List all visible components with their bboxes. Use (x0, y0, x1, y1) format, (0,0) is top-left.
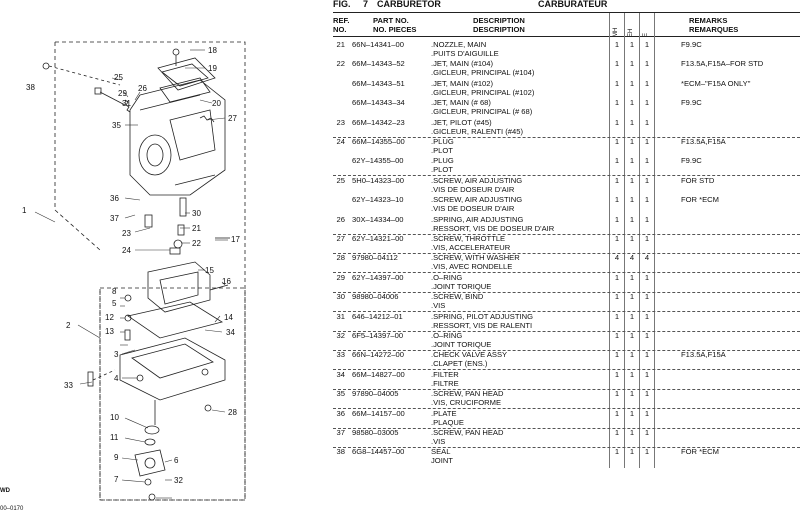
qty-mh-cell: 1 (614, 369, 620, 379)
table-row (333, 447, 800, 466)
remarks-cell: *ECM–"F15A ONLY" (681, 78, 751, 88)
seal-38 (43, 63, 49, 69)
part-number-cell: 62Y–14321–00 (352, 234, 404, 243)
callout-34: 34 (226, 328, 235, 337)
description-en-cell: .JET, MAIN (#102) (431, 78, 494, 88)
ref-cell: 35 (336, 389, 345, 399)
callout-24: 24 (122, 246, 131, 255)
description-fr-cell: .GICLEUR, PRINCIPAL (# 68) (431, 107, 533, 117)
ref-cell: 24 (336, 137, 345, 146)
qty-eh-cell: 1 (629, 59, 635, 69)
ref-cell: 27 (336, 234, 345, 243)
table-row (333, 215, 800, 234)
qty-eh-cell: 1 (629, 369, 635, 379)
float (148, 262, 228, 312)
table-row (333, 292, 800, 311)
description-en-cell: .PLUG (431, 137, 454, 146)
callout-35: 35 (112, 121, 121, 130)
ref-cell: 28 (336, 253, 345, 263)
qty-eh-cell: 4 (629, 253, 635, 263)
callout-38: 38 (26, 83, 35, 92)
qty-mh-cell: 1 (614, 175, 620, 185)
qty-e-cell: 1 (644, 98, 650, 108)
part-number-cell: 66M–14343–52 (352, 59, 405, 69)
qty-eh-cell: 1 (629, 78, 635, 88)
qty-eh-cell: 1 (629, 311, 635, 321)
qty-e-cell: 1 (644, 292, 650, 302)
callout-10: 10 (110, 413, 119, 422)
table-row (333, 409, 800, 428)
part-number-cell: 66M–14355–00 (352, 137, 405, 146)
parts-table (333, 0, 800, 512)
qty-e-cell: 1 (644, 428, 650, 437)
callout-4: 4 (114, 374, 119, 383)
description-fr-cell: .RESSORT, VIS DE DOSEUR D'AIR (431, 223, 555, 233)
qty-mh-cell: 1 (614, 311, 620, 321)
description-en-cell: .SCREW, BIND (431, 292, 484, 302)
qty-mh-cell: 1 (614, 428, 620, 437)
qty-eh-cell: 1 (629, 389, 635, 399)
col-q1: MH (613, 27, 619, 37)
col-desc-1: DESCRIPTION (473, 16, 525, 25)
qty-e-cell: 1 (644, 195, 650, 205)
part-number-cell: 62Y–14323–10 (352, 195, 404, 205)
part-number-cell: 97890–04005 (352, 389, 399, 399)
description-en-cell: .PLATE (431, 408, 457, 418)
callout-7: 7 (114, 475, 119, 484)
col-q3: E (643, 32, 649, 37)
table-row (333, 273, 800, 292)
col-q2: EH (628, 28, 634, 37)
col-remarks-2: REMARQUES (689, 25, 739, 34)
qty-mh-cell: 1 (614, 137, 620, 146)
qty-eh-cell: 1 (629, 98, 635, 108)
table-row (333, 253, 800, 272)
callout-20: 20 (212, 99, 221, 108)
qty-e-cell: 1 (644, 331, 650, 340)
table-row (333, 98, 800, 117)
table-row (333, 176, 800, 195)
qty-eh-cell: 1 (629, 40, 635, 49)
col-part-1: PART NO. (373, 16, 409, 25)
description-fr-cell: .VIS DE DOSEUR D'AIR (431, 184, 515, 194)
callout-32: 32 (174, 476, 183, 485)
remarks-cell: F13.5A,F15A–FOR STD (681, 59, 764, 69)
title-fr: CARBURATEUR (538, 0, 608, 9)
qty-e-cell: 1 (644, 389, 650, 399)
callout-30: 30 (192, 209, 201, 218)
callout-12: 12 (105, 313, 114, 322)
col-ref-2: NO. (333, 25, 347, 34)
table-row (333, 137, 800, 156)
callout-13: 13 (105, 327, 114, 336)
description-fr-cell: .VIS, ACCELERATEUR (431, 243, 511, 252)
table-row (333, 350, 800, 369)
ref-cell: 23 (336, 117, 345, 127)
description-fr-cell: .PLOT (431, 146, 453, 155)
qty-e-cell: 1 (644, 117, 650, 127)
callout-31: 31 (122, 99, 131, 108)
description-fr-cell: .VIS, CRUCIFORME (431, 398, 502, 408)
corner-badge: WD (0, 488, 10, 494)
description-fr-cell: .PLAQUE (431, 417, 464, 427)
table-row (333, 156, 800, 175)
jets (145, 198, 230, 254)
ref-cell: 31 (336, 311, 345, 321)
table-row (333, 389, 800, 408)
description-fr-cell: .JOINT TORIQUE (431, 340, 492, 349)
ref-cell: 37 (336, 428, 345, 437)
description-en-cell: .O–RING (431, 331, 463, 340)
callout-6: 6 (174, 456, 179, 465)
qty-mh-cell: 1 (614, 78, 620, 88)
qty-mh-cell: 1 (614, 59, 620, 69)
ref-cell: 21 (336, 40, 345, 49)
part-number-cell: 97980–04112 (352, 253, 398, 263)
callout-25: 25 (114, 73, 123, 82)
description-en-cell: .SCREW, PAN HEAD (431, 389, 504, 399)
gasket (128, 302, 222, 338)
table-row (333, 195, 800, 214)
qty-e-cell: 1 (644, 156, 650, 166)
description-fr-cell: .PLOT (431, 165, 453, 175)
qty-eh-cell: 1 (629, 234, 635, 243)
qty-mh-cell: 1 (614, 350, 620, 360)
part-number-cell: 98980–04006 (352, 292, 399, 302)
part-number-cell: 66M–14343–34 (352, 98, 405, 108)
description-fr-cell: .CLAPET (ENS.) (431, 359, 488, 369)
col-ref-1: REF. (333, 16, 350, 25)
qty-mh-cell: 1 (614, 389, 620, 399)
callout-36: 36 (110, 194, 119, 203)
description-fr-cell: .PUITS D'AIGUILLE (431, 49, 499, 58)
description-fr-cell: .VIS (431, 437, 446, 446)
description-fr-cell: .GICLEUR, RALENTI (#45) (431, 126, 523, 136)
col-remarks-1: REMARKS (689, 16, 728, 25)
part-number-cell: 66M–14342–23 (352, 117, 405, 127)
qty-eh-cell: 1 (629, 195, 635, 205)
qty-e-cell: 1 (644, 350, 650, 360)
table-row (333, 312, 800, 331)
qty-eh-cell: 1 (629, 428, 635, 437)
part-number-cell: 5H0–14323–00 (352, 175, 404, 185)
qty-e-cell: 4 (644, 253, 650, 263)
qty-mh-cell: 1 (614, 195, 620, 205)
qty-e-cell: 1 (644, 59, 650, 69)
qty-eh-cell: 1 (629, 408, 635, 418)
qty-e-cell: 1 (644, 214, 650, 224)
description-en-cell: .JET, MAIN (# 68) (431, 98, 491, 108)
callout-21: 21 (192, 224, 201, 233)
callout-18: 18 (208, 46, 217, 55)
ref-cell: 34 (336, 369, 345, 379)
callout-5: 5 (112, 299, 117, 308)
qty-e-cell: 1 (644, 78, 650, 88)
qty-eh-cell: 1 (629, 156, 635, 166)
qty-eh-cell: 1 (629, 447, 635, 457)
fig-label: FIG. (333, 0, 351, 9)
callout-37: 37 (110, 214, 119, 223)
qty-eh-cell: 1 (629, 175, 635, 185)
qty-e-cell: 1 (644, 137, 650, 146)
description-en-cell: SEAL (431, 447, 451, 457)
qty-mh-cell: 1 (614, 156, 620, 166)
description-fr-cell: .RESSORT, VIS DE RALENTI (431, 320, 533, 330)
description-en-cell: .SCREW, AIR ADJUSTING (431, 195, 523, 205)
table-row (333, 370, 800, 389)
ref-cell: 22 (336, 59, 345, 69)
table-row (333, 234, 800, 253)
table-row (333, 79, 800, 98)
description-en-cell: .FILTER (431, 369, 459, 379)
description-en-cell: .SCREW, WITH WASHER (431, 253, 520, 263)
part-number-cell: 6F5–14397–00 (352, 331, 404, 340)
ref-cell: 33 (336, 350, 345, 360)
callout-33: 33 (64, 381, 73, 390)
qty-mh-cell: 4 (614, 253, 620, 263)
description-en-cell: .CHECK VALVE ASSY (431, 350, 508, 360)
qty-mh-cell: 1 (614, 408, 620, 418)
part-number-cell: 30X–14334–00 (352, 214, 404, 224)
col-desc-2: DESCRIPTION (473, 25, 525, 34)
callout-11: 11 (110, 433, 119, 442)
qty-mh-cell: 1 (614, 272, 620, 282)
callout-19: 19 (208, 64, 217, 73)
remarks-cell: F9.9C (681, 156, 702, 166)
qty-e-cell: 1 (644, 234, 650, 243)
ref-cell: 32 (336, 331, 345, 340)
ref-cell: 29 (336, 272, 345, 282)
callout-28: 28 (228, 408, 237, 417)
qty-mh-cell: 1 (614, 331, 620, 340)
description-en-cell: .SCREW, PAN HEAD (431, 428, 504, 437)
ref-cell: 26 (336, 214, 345, 224)
description-fr-cell: .VIS DE DOSEUR D'AIR (431, 204, 515, 214)
qty-mh-cell: 1 (614, 98, 620, 108)
carburetor-body (130, 80, 225, 195)
part-number-cell: 66N–14272–00 (352, 350, 404, 360)
qty-eh-cell: 1 (629, 272, 635, 282)
callout-27: 27 (228, 114, 237, 123)
callout-9: 9 (114, 453, 119, 462)
part-number-cell: 66M–14157–00 (352, 408, 405, 418)
remarks-cell: F13.5A,F15A (681, 137, 726, 146)
description-fr-cell: .JOINT TORIQUE (431, 281, 492, 291)
fig-number: 7 (363, 0, 369, 9)
description-fr-cell: .GICLEUR, PRINCIPAL (#104) (431, 68, 535, 78)
callout-14: 14 (224, 313, 233, 322)
part-number-cell: 646–14212–01 (352, 311, 403, 321)
ref-cell: 25 (336, 175, 345, 185)
description-fr-cell: .VIS (431, 301, 446, 311)
description-fr-cell: JOINT (431, 456, 453, 466)
qty-eh-cell: 1 (629, 331, 635, 340)
qty-e-cell: 1 (644, 447, 650, 457)
qty-e-cell: 1 (644, 369, 650, 379)
table-row (333, 428, 800, 447)
part-number-cell: 66M–14827–00 (352, 369, 405, 379)
callout-8: 8 (112, 287, 117, 296)
remarks-cell: F9.9C (681, 40, 702, 49)
remarks-cell: FOR *ECM (681, 195, 719, 205)
qty-e-cell: 1 (644, 175, 650, 185)
description-en-cell: .NOZZLE, MAIN (431, 40, 487, 49)
float-bowl (120, 338, 225, 400)
qty-eh-cell: 1 (629, 292, 635, 302)
description-fr-cell: .GICLEUR, PRINCIPAL (#102) (431, 87, 535, 97)
qty-e-cell: 1 (644, 408, 650, 418)
description-en-cell: .SCREW, AIR ADJUSTING (431, 175, 523, 185)
remarks-cell: F9.9C (681, 98, 702, 108)
remarks-cell: F13.5A,F15A (681, 350, 726, 360)
callout-16: 16 (222, 277, 231, 286)
qty-mh-cell: 1 (614, 447, 620, 457)
callout-17: 17 (231, 235, 240, 244)
qty-e-cell: 1 (644, 272, 650, 282)
callout-15: 15 (205, 266, 214, 275)
table-row (333, 118, 800, 137)
callout-23: 23 (122, 229, 131, 238)
remarks-cell: FOR *ECM (681, 447, 719, 457)
callout-26: 26 (138, 84, 147, 93)
description-en-cell: .PLUG (431, 156, 454, 166)
qty-mh-cell: 1 (614, 292, 620, 302)
qty-mh-cell: 1 (614, 40, 620, 49)
ref-cell: 36 (336, 408, 345, 418)
qty-eh-cell: 1 (629, 117, 635, 127)
description-en-cell: .JET, MAIN (#104) (431, 59, 494, 69)
table-row (333, 40, 800, 59)
col-part-2: NO. PIECES (373, 25, 417, 34)
remarks-cell: FOR STD (681, 175, 715, 185)
description-fr-cell: .VIS, AVEC RONDELLE (431, 262, 513, 272)
qty-mh-cell: 1 (614, 117, 620, 127)
qty-e-cell: 1 (644, 311, 650, 321)
part-number-cell: 66M–14343–51 (352, 78, 405, 88)
ref-cell: 38 (336, 447, 345, 457)
description-en-cell: .JET, PILOT (#45) (431, 117, 492, 127)
qty-mh-cell: 1 (614, 214, 620, 224)
table-row (333, 331, 800, 350)
qty-eh-cell: 1 (629, 214, 635, 224)
part-number-cell: 98580–03005 (352, 428, 399, 437)
table-row (333, 59, 800, 78)
qty-mh-cell: 1 (614, 234, 620, 243)
part-number-cell: 66N–14341–00 (352, 40, 404, 49)
part-number-cell: 6G8–14457–00 (352, 447, 405, 457)
exploded-parts-diagram (0, 0, 315, 512)
qty-e-cell: 1 (644, 40, 650, 49)
callout-22: 22 (192, 239, 201, 248)
corner-code: 00–0170 (0, 506, 24, 512)
description-en-cell: .SPRING, PILOT ADJUSTING (431, 311, 533, 321)
description-en-cell: .SPRING, AIR ADJUSTING (431, 214, 524, 224)
description-fr-cell: .FILTRE (431, 378, 459, 388)
qty-eh-cell: 1 (629, 350, 635, 360)
callout-3: 3 (114, 350, 119, 359)
qty-eh-cell: 1 (629, 137, 635, 146)
part-number-cell: 62Y–14355–00 (352, 156, 404, 166)
top-cover (158, 49, 215, 102)
description-en-cell: .O–RING (431, 272, 463, 282)
ref-cell: 30 (336, 292, 345, 302)
description-en-cell: .SCREW, THROTTLE (431, 234, 506, 243)
part-number-cell: 62Y–14397–00 (352, 272, 404, 282)
callout-29: 29 (118, 89, 127, 98)
callout-1: 1 (22, 206, 27, 215)
title-en: CARBURETOR (377, 0, 441, 9)
callout-2: 2 (66, 321, 71, 330)
